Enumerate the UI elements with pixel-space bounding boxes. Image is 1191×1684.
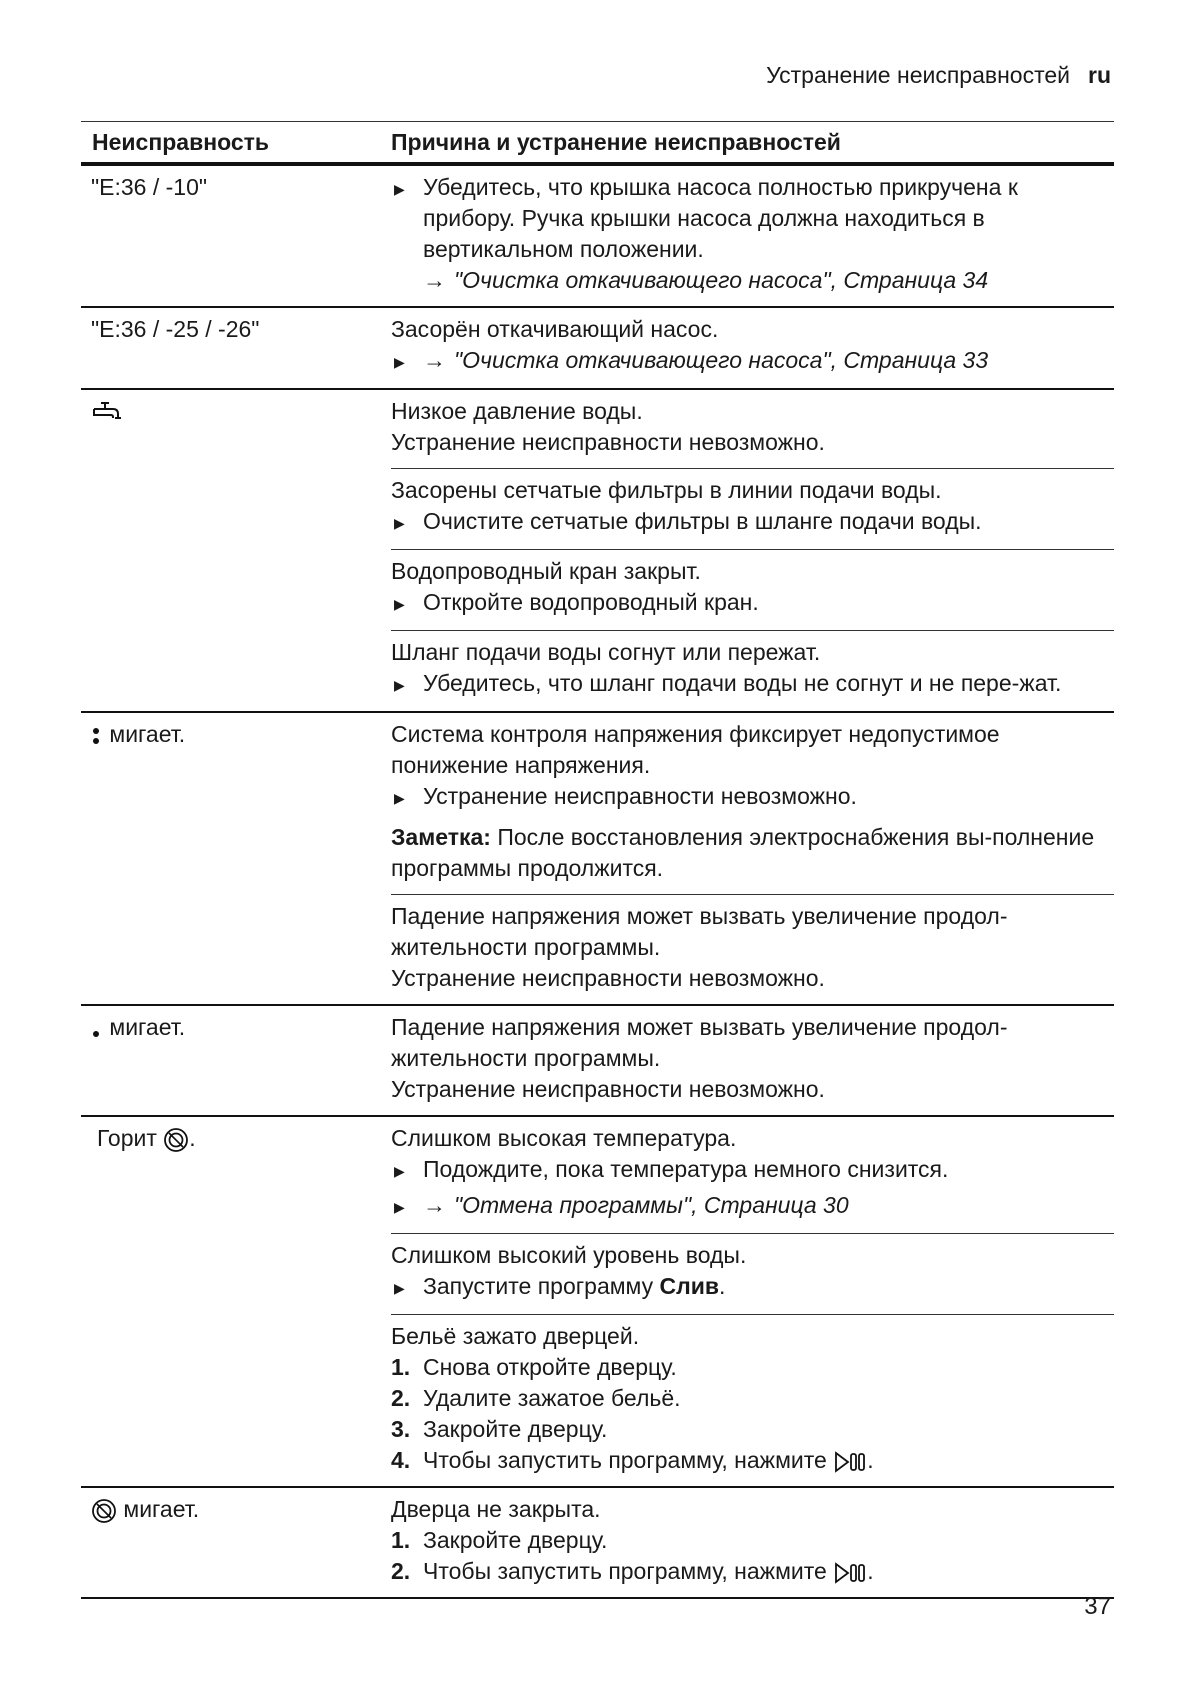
troubleshooting-table [81,121,1114,1599]
table-row [81,388,1114,711]
start-pause-icon [833,1561,867,1585]
cause-block: Низкое давление воды. Устранение неисправности невозможно. [391,398,825,455]
colon-indicator-icon [91,725,103,747]
start-pause-icon [833,1450,867,1474]
arrow-icon: → [423,347,446,373]
door-lock-icon [91,1498,117,1524]
table-row [81,306,1114,388]
table-row [81,164,1114,306]
page-reference: → "Отмена программы", Страница 30 [423,1192,849,1218]
arrow-icon: → [423,267,446,293]
fault-code: "E:36 / -10" [91,174,208,200]
bullet-triangle-icon: ▶ [394,790,405,806]
cause-block: Засорён откачивающий насос. ▶ → "Очистка откачивающего насоса", Страница 33 [391,308,1114,388]
table-row [81,711,1114,1004]
language-code: ru [1088,62,1111,88]
table-header [81,122,1114,164]
cause-block: Слишком высокий уровень воды. ▶ Запустите программу Слив. [391,1233,1114,1314]
cause-block: Бельё зажато дверцей. 1. Снова откройте дверцу. 2. Удалите зажатое бельё. 3. Закройте дверцу. 4. Чтобы запустить программу, нажмите . [391,1314,1114,1486]
bullet-triangle-icon: ▶ [394,1280,405,1296]
cause-block: Падение напряжения может вызвать увеличение продол-жительности программы. Устранение неисправности невозможно. [391,894,1114,1004]
fault-symbol: мигает. [81,1488,391,1597]
bullet-triangle-icon: ▶ [394,1199,405,1215]
bullet-triangle-icon: ▶ [394,677,405,693]
dot-indicator-icon [91,1018,103,1040]
running-header [766,62,1111,89]
cause-block: Система контроля напряжения фиксирует недопустимое понижение напряжения. ▶ Устранение неисправности невозможно. Заметка: После восстановления электроснабжения вы-полнение программы продолжится. [391,713,1114,894]
section-title: Устранение неисправностей [766,62,1070,88]
bullet-triangle-icon: ▶ [394,181,405,197]
door-lock-icon [163,1127,189,1153]
bullet-triangle-icon: ▶ [394,354,405,370]
table-row [81,1004,1114,1115]
column-header-cause: Причина и устранение неисправностей [391,129,841,155]
bullet-triangle-icon: ▶ [394,515,405,531]
cause-block: Дверца не закрыта. 1. Закройте дверцу. 2. Чтобы запустить программу, нажмите . [391,1496,874,1584]
column-header-fault: Неисправность [92,129,270,155]
fault-symbol [81,390,391,711]
water-tap-icon [91,400,123,426]
cause-block: Засорены сетчатые фильтры в линии подачи воды. ▶ Очистите сетчатые фильтры в шланге подачи воды. [391,468,1114,549]
cause-block: Падение напряжения может вызвать увеличение продол-жительности программы. Устранение неисправности невозможно. [391,1014,1008,1102]
cause-block: Слишком высокая температура. ▶ Подождите, пока температура немного снизится. ▶ → "Отмена программы", Страница 30 [391,1117,1114,1233]
bullet-triangle-icon: ▶ [394,596,405,612]
fault-symbol: мигает. [81,1006,391,1115]
fault-code: "E:36 / -25 / -26" [91,316,260,342]
table-row [81,1115,1114,1486]
table-row [81,1486,1114,1597]
cause-block: ▶ Убедитесь, что крышка насоса полностью прикручена к прибору. Ручка крышки насоса должна находиться в вертикальном положении. → "Очистка откачивающего насоса", Страница 34 [391,166,1114,306]
arrow-icon: → [423,1192,446,1218]
page-number: 37 [1084,1593,1111,1620]
bullet-triangle-icon: ▶ [394,1163,405,1179]
fault-symbol: мигает. [81,713,391,1004]
note: Заметка: После восстановления электроснабжения вы-полнение программы продолжится. [391,824,1095,881]
fault-symbol: Горит . [97,1125,196,1151]
cause-block: Водопроводный кран закрыт. ▶ Откройте водопроводный кран. [391,549,1114,630]
cause-block: Шланг подачи воды согнут или пережат. ▶ Убедитесь, что шланг подачи воды не согнут и не пере-жат. [391,630,1114,711]
page-reference: → "Очистка откачивающего насоса", Страница 33 [423,347,989,373]
page-reference: → "Очистка откачивающего насоса", Страница 34 [423,267,989,293]
